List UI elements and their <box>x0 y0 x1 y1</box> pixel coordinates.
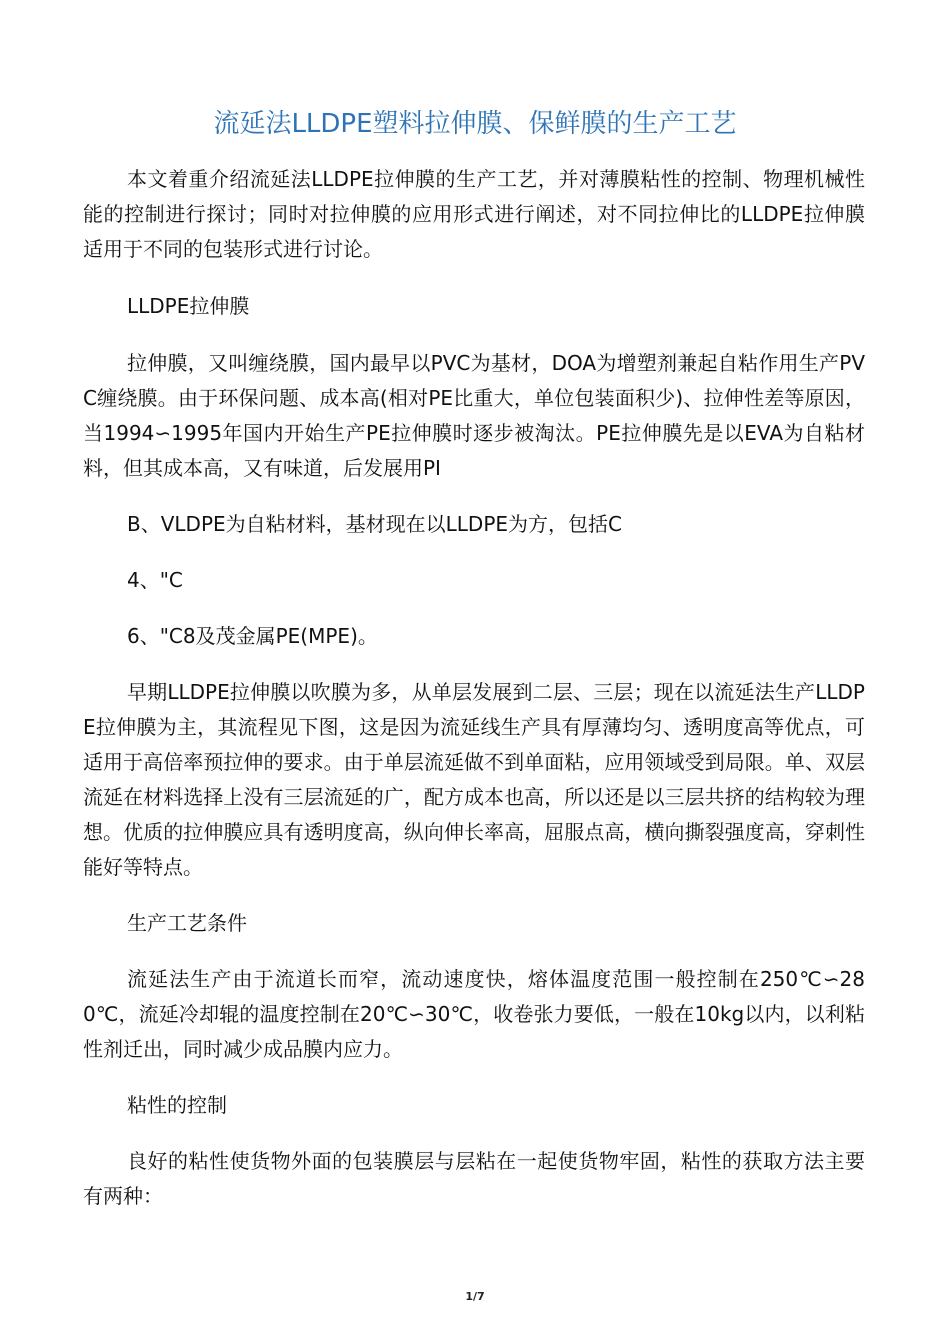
page-number: 1/7 <box>465 1290 485 1303</box>
process-paragraph: 早期LLDPE拉伸膜以吹膜为多，从单层发展到二层、三层；现在以流延法生产LLDPE拉伸膜为主，其流程见下图，这是因为流延线生产具有厚薄均匀、透明度高等优点，可适用于高倍率预拉伸的要求。由于单层流延做不到单面粘，应用领域受到局限。单、双层流延在材料选择上没有三层流延的广，配方成本也高，所以还是以三层共挤的结构较为理想。优质的拉伸膜应具有透明度高，纵向伸长率高，屈服点高，横向撕裂强度高，穿刺性能好等特点。 <box>83 680 865 879</box>
section-heading-tack: 粘性的控制 <box>127 1093 227 1117</box>
material-paragraph-2: 4、"C <box>127 568 183 592</box>
document-title: 流延法LLDPE塑料拉伸膜、保鲜膜的生产工艺 <box>213 109 737 139</box>
intro-paragraph: 本文着重介绍流延法LLDPE拉伸膜的生产工艺，并对薄膜粘性的控制、物理机械性能的控制进行探讨；同时对拉伸膜的应用形式进行阐述，对不同拉伸比的LLDPE拉伸膜适用于不同的包装形式进行讨论。 <box>83 167 865 261</box>
tack-paragraph: 良好的粘性使货物外面的包装膜层与层粘在一起使货物牢固，粘性的获取方法主要有两种： <box>83 1149 865 1208</box>
material-paragraph-1: B、VLDPE为自粘材料，基材现在以LLDPE为方，包括C <box>127 512 622 536</box>
material-paragraph-3: 6、"C8及茂金属PE(MPE)。 <box>127 624 378 648</box>
section-heading-conditions: 生产工艺条件 <box>127 911 247 935</box>
document-body <box>83 162 865 1214</box>
section-heading-lldpe: LLDPE拉伸膜 <box>127 294 250 318</box>
conditions-paragraph: 流延法生产由于流道长而窄，流动速度快，熔体温度范围一般控制在250℃∽280℃，流延冷却辊的温度控制在20℃∽30℃，收卷张力要低，一般在10kg以内，以利粘性剂迁出，同时减少成品膜内应力。 <box>83 967 865 1061</box>
history-paragraph: 拉伸膜，又叫缠绕膜，国内最早以PVC为基材，DOA为增塑剂兼起自粘作用生产PVC缠绕膜。由于环保问题、成本高(相对PE比重大，单位包装面积少)、拉伸性差等原因，当1994∽1995年国内开始生产PE拉伸膜时逐步被淘汰。PE拉伸膜先是以EVA为自粘材料，但其成本高，又有味道，后发展用PI <box>83 351 865 480</box>
